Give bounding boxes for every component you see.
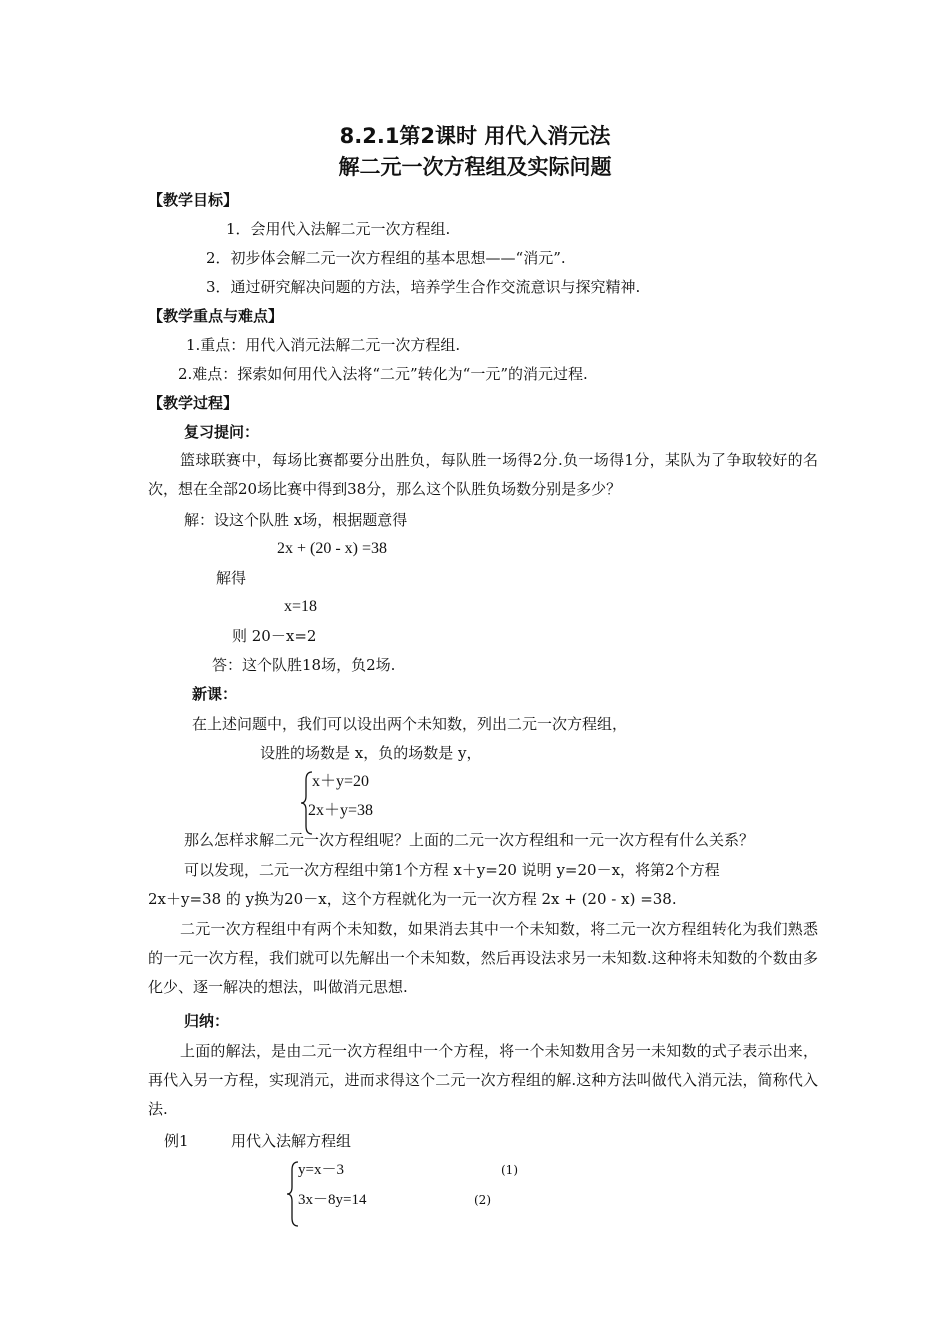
system1-eq2: 2x＋y=38 [308, 802, 374, 819]
result-x: x=18 [284, 598, 318, 615]
result-then: 则 20－x=2 [232, 627, 317, 645]
system1-eq1: x＋y=20 [312, 773, 370, 790]
summary-paragraph: 上面的解法，是由二元一次方程组中一个方程，将一个未知数用含另一未知数的式子表示出来，再代入另一方程，实现消元，进而求得这个二元一次方程组的解.这种方法叫做代入消元法，简称代入法. [148, 1042, 818, 1118]
objectives-heading: 【教学目标】 [148, 191, 239, 209]
process-heading: 【教学过程】 [148, 394, 239, 412]
title-line-1: 8.2.1第2课时 用代入消元法 [339, 124, 611, 148]
discovery-line-1: 可以发现，二元一次方程组中第1个方程 x＋y=20 说明 y=20－x，将第2个方程 [184, 861, 720, 879]
system2-eq1: y=x－3 [298, 1162, 344, 1178]
review-problem: 篮球联赛中，每场比赛都要分出胜负，每队胜一场得2分.负一场得1分，某队为了争取较好的名次，想在全部20场比赛中得到38分，那么这个队胜负场数分别是多少？ [148, 451, 818, 498]
title-line-2: 解二元一次方程组及实际问题 [338, 155, 612, 179]
key-points-heading: 【教学重点与难点】 [148, 307, 284, 325]
solve-label: 解得 [216, 569, 247, 587]
example-label: 例1 [164, 1132, 189, 1150]
new-lesson-label: 新课： [192, 685, 238, 703]
question: 那么怎样求解二元一次方程组呢？上面的二元一次方程组和一元一次方程有什么关系？ [184, 831, 755, 849]
objective-item-1: 1．会用代入法解二元一次方程组. [226, 220, 451, 238]
equation-1: 2x + (20 - x) =38 [277, 540, 388, 557]
elimination-paragraph: 二元一次方程组中有两个未知数，如果消去其中一个未知数，将二元一次方程组转化为我们熟悉的一元一次方程，我们就可以先解出一个未知数，然后再设法求另一未知数.这种将未知数的个数由多化少、逐一解决的想法，叫做消元思想. [148, 920, 818, 996]
answer: 答：这个队胜18场，负2场. [212, 656, 396, 674]
objective-item-2: 2．初步体会解二元一次方程组的基本思想——“消元”. [206, 249, 566, 267]
summary-label: 归纳： [184, 1012, 230, 1030]
example-text: 用代入法解方程组 [231, 1132, 352, 1150]
key-point-1: 1.重点：用代入消元法解二元一次方程组. [186, 336, 461, 354]
discovery-line-2: 2x＋y=38 的 y换为20－x，这个方程就化为一元一次方程 2x + (20 - x) =38. [148, 890, 677, 908]
solution-intro: 解：设这个队胜 x场，根据题意得 [184, 511, 408, 529]
system2-eq2-tag: (2) [474, 1193, 491, 1207]
review-label: 复习提问： [184, 423, 260, 441]
system2-eq2: 3x－8y=14 [298, 1192, 367, 1208]
objective-item-3: 3．通过研究解决问题的方法，培养学生合作交流意识与探究精神. [206, 278, 641, 296]
new-lesson-intro: 在上述问题中，我们可以设出两个未知数，列出二元一次方程组， [192, 715, 628, 733]
key-point-2: 2.难点：探索如何用代入法将“二元”转化为“一元”的消元过程. [178, 365, 588, 383]
let-vars: 设胜的场数是 x，负的场数是 y， [260, 744, 482, 762]
system2-eq1-tag: (1) [501, 1163, 518, 1177]
